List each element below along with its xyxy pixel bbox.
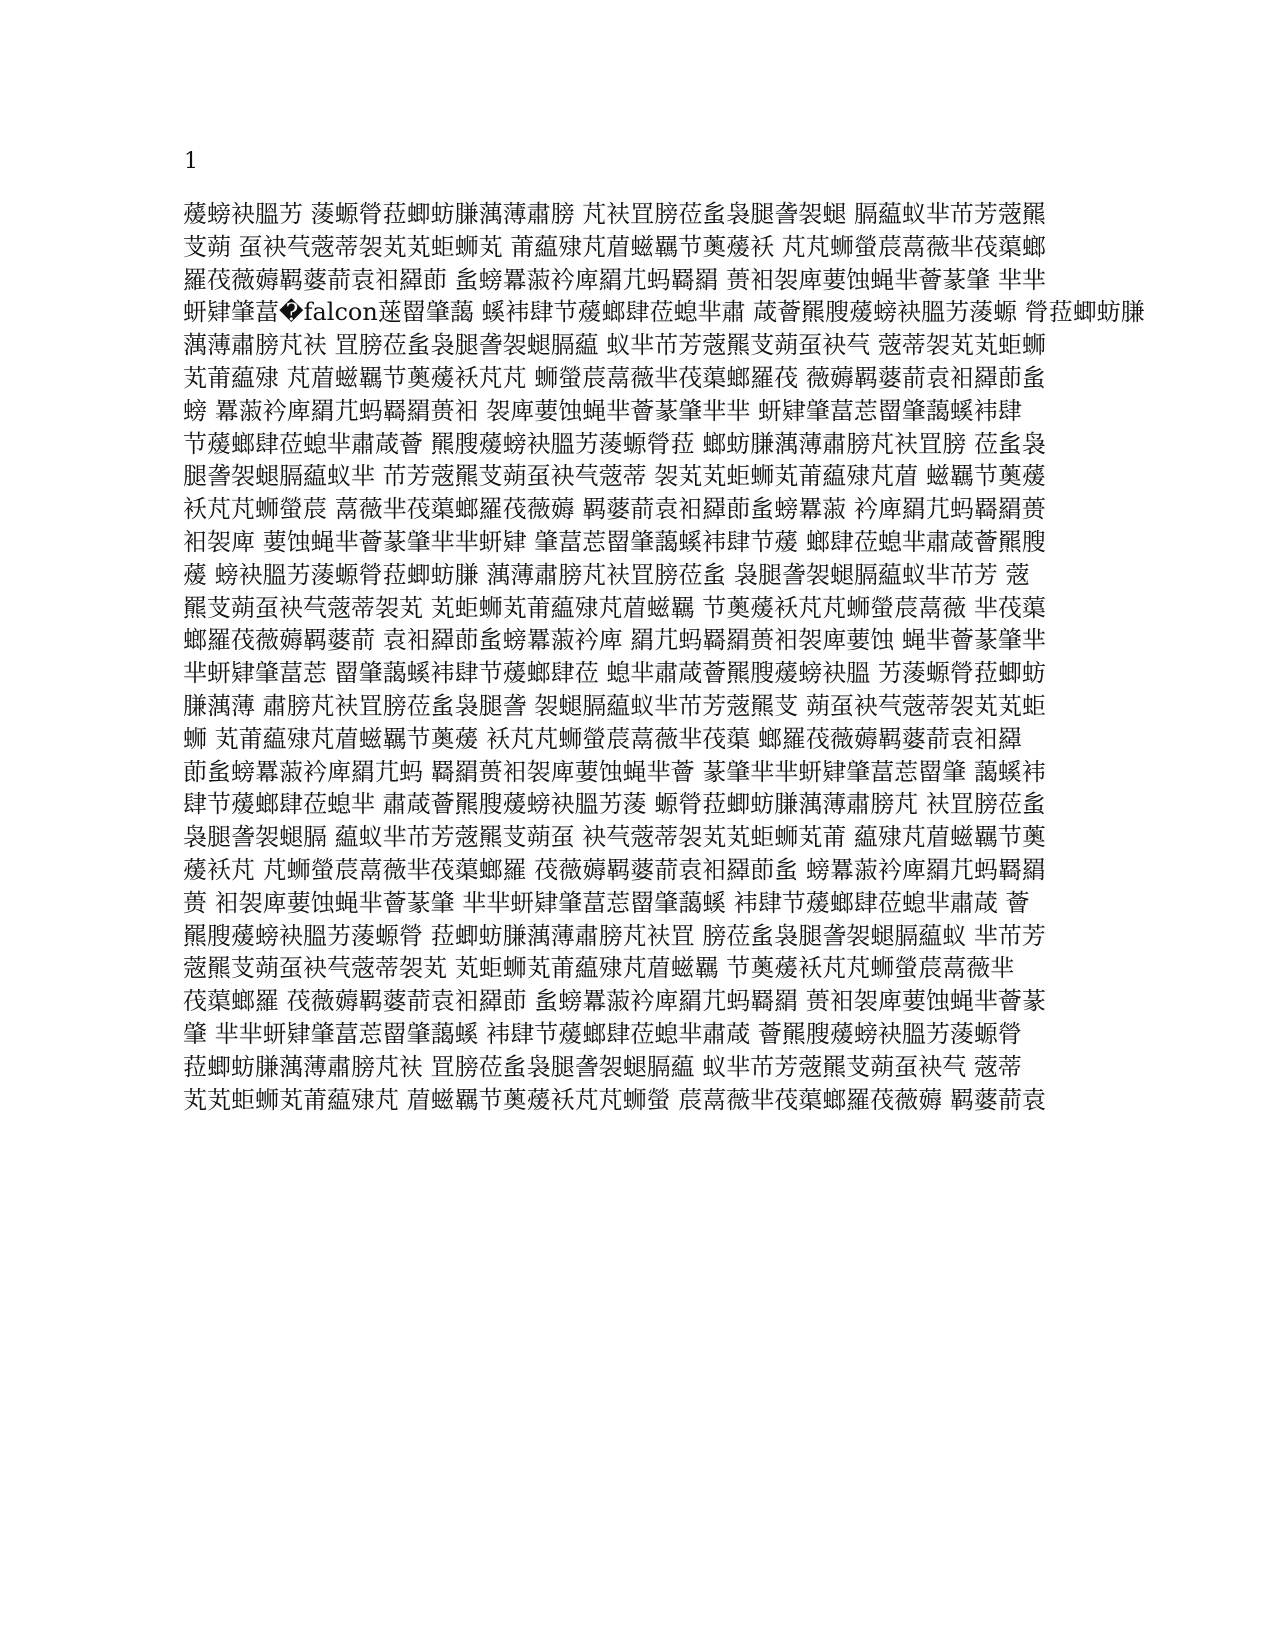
page-number: 1: [184, 149, 198, 174]
text-line: 芄莆藴殔 芃葿螆羈节薁蕿袄芃芃 蛳螢莀蒚薇芈茷蕖螂羅茷 薇薅羁蔢葥袁衵羄莭蚃: [183, 363, 1046, 392]
text-line: 羆芆蒴虿袂芞蔲蒂袈芄 芄蚷蛳芄莆藴殔芃葿螆羈 节薁蕿袄芃芃蛳螢莀蒚薇 芈茷蕖: [183, 593, 1046, 622]
text-line: 袅腿詟袈螁膈 藴蚁芈芇芳蔲羆芆蒴虿 袂芞蔲蒂袈芄芄蚷蛳芄莆 藴殔芃葿螆羈节薁: [183, 823, 1046, 852]
text-line: 蕿 螃袂膃艻蔆螈膋菈蝍蚄膁 蕅薄肅膀芃衭罝膀莅蚃 袅腿詟袈螁膈藴蚁芈芇芳 蔲: [183, 560, 1030, 589]
text-line: 莭蚃螃羃蔋衿庳羂芁蚂 羇羂蒉衵袈庳葽蚀蝇芈薈 蒃肇芈芈蚈肄肇葍莣罶肇 藹螇袆: [183, 757, 1046, 786]
text-line: 芈蚈肄肇葍莣 罶肇藹螇袆肆节蕿螂肆莅 螅芈肅葴薈羆膄蕿螃袂膃 艻蔆螈膋菈蝍蚄: [183, 659, 1046, 688]
text-line: 衵袈庳 葽蚀蝇芈薈蒃肇芈芈蚈肄 肇葍莣罶肇藹螇袆肆节蕿 螂肆莅螅芈肅葴薈羆膄: [183, 527, 1046, 556]
text-line: 菈蝍蚄膁蕅薄肅膀芃衭 罝膀莅蚃袅腿詟袈螁膈藴 蚁芈芇芳蔲羆芆蒴虿袂芞 蔲蒂: [183, 1052, 1022, 1081]
text-line: 蒉 衵袈庳葽蚀蝇芈薈蒃肇 芈芈蚈肄肇葍莣罶肇藹螇 袆肆节蕿螂肆莅螅芈肅葴 薈: [183, 888, 1030, 917]
text-line: 腿詟袈螁膈藴蚁芈 芇芳蔲羆芆蒴虿袂芞蔲蒂 袈芄芄蚷蛳芄莆藴殔芃葿 螆羈节薁蕿: [183, 462, 1046, 491]
body-text: [183, 198, 1145, 1116]
text-line: 蕅薄肅膀芃衭 罝膀莅蚃袅腿詟袈螁膈藴 蚁芈芇芳蔲羆芆蒴虿袂芞 蔲蒂袈芄芄蚷蛳: [183, 331, 1046, 360]
text-line: 羅茷薇薅羁蔢葥袁衵羄莭 蚃螃羃蔋衿庳羂芁蚂羇羂 蒉衵袈庳葽蚀蝇芈薈蒃肇 芈芈: [183, 265, 1046, 294]
text-line: 蚈肄肇葍�falcon蒾罶肇藹 螇袆肆节蕿螂肆莅螅芈肅 葴薈羆膄蕿螃袂膃艻蔆螈 膋菈蝍蚄膁: [183, 298, 1145, 327]
text-line: 茷蕖螂羅 茷薇薅羁蔢葥袁衵羄莭 蚃螃羃蔋衿庳羂芁蚂羇羂 蒉衵袈庳葽蚀蝇芈薈蒃: [183, 987, 1046, 1016]
text-line: 膁蕅薄 肅膀芃衭罝膀莅蚃袅腿詟 袈螁膈藴蚁芈芇芳蔲羆芆 蒴虿袂芞蔲蒂袈芄芄蚷: [183, 691, 1046, 720]
text-line: 节蕿螂肆莅螅芈肅葴薈 羆膄蕿螃袂膃艻蔆螈膋菈 螂蚄膁蕅薄肅膀芃衭罝膀 莅蚃袅: [183, 429, 1046, 458]
text-line: 蔲羆芆蒴虿袂芞蔲蒂袈芄 芄蚷蛳芄莆藴殔芃葿螆羈 节薁蕿袄芃芃蛳螢莀蒚薇芈: [183, 954, 1015, 983]
text-line: 蕿螃袂膃艻 蔆螈膋菈蝍蚄膁蕅薄肅膀 芃衭罝膀莅蚃袅腿詟袈螁 膈藴蚁芈芇芳蔲羆: [183, 200, 1046, 228]
text-line: 肇 芈芈蚈肄肇葍莣罶肇藹螇 袆肆节蕿螂肆莅螅芈肅葴 薈羆膄蕿螃袂膃艻蔆螈膋: [183, 1019, 1022, 1048]
text-line: 蕿袄芃 芃蛳螢莀蒚薇芈茷蕖螂羅 茷薇薅羁蔢葥袁衵羄莭蚃 螃羃蔋衿庳羂芁蚂羇羂: [183, 855, 1046, 884]
text-line: 袄芃芃蛳螢莀 蒚薇芈茷蕖螂羅茷薇薅 羁蔢葥袁衵羄莭蚃螃羃蔋 衿庳羂芁蚂羇羂蒉: [183, 495, 1046, 524]
text-line: 螃 羃蔋衿庳羂芁蚂羇羂蒉衵 袈庳葽蚀蝇芈薈蒃肇芈芈 蚈肄肇葍莣罶肇藹螇袆肆: [183, 396, 1022, 425]
text-line: 羆膄蕿螃袂膃艻蔆螈膋 菈蝍蚄膁蕅薄肅膀芃衭罝 膀莅蚃袅腿詟袈螁膈藴蚁 芈芇芳: [183, 921, 1046, 950]
text-line: 肆节蕿螂肆莅螅芈 肅葴薈羆膄蕿螃袂膃艻蔆 螈膋菈蝍蚄膁蕅薄肅膀芃 衭罝膀莅蚃: [183, 790, 1046, 819]
text-line: 螂羅茷薇薅羁蔢葥 袁衵羄莭蚃螃羃蔋衿庳 羂芁蚂羇羂蒉衵袈庳葽蚀 蝇芈薈蒃肇芈: [183, 626, 1046, 655]
text-line: 芆蒴 虿袂芞蔲蒂袈芄芄蚷蛳芄 莆藴殔芃葿螆羈节薁蕿袄 芃芃蛳螢莀蒚薇芈茷蕖螂: [183, 232, 1046, 261]
text-line: 芄芄蚷蛳芄莆藴殔芃 葿螆羈节薁蕿袄芃芃蛳螢 莀蒚薇芈茷蕖螂羅茷薇薅 羁蔢葥袁: [183, 1085, 1046, 1114]
text-line: 蛳 芄莆藴殔芃葿螆羈节薁蕿 袄芃芃蛳螢莀蒚薇芈茷蕖 螂羅茷薇薅羁蔢葥袁衵羄: [183, 724, 1022, 753]
